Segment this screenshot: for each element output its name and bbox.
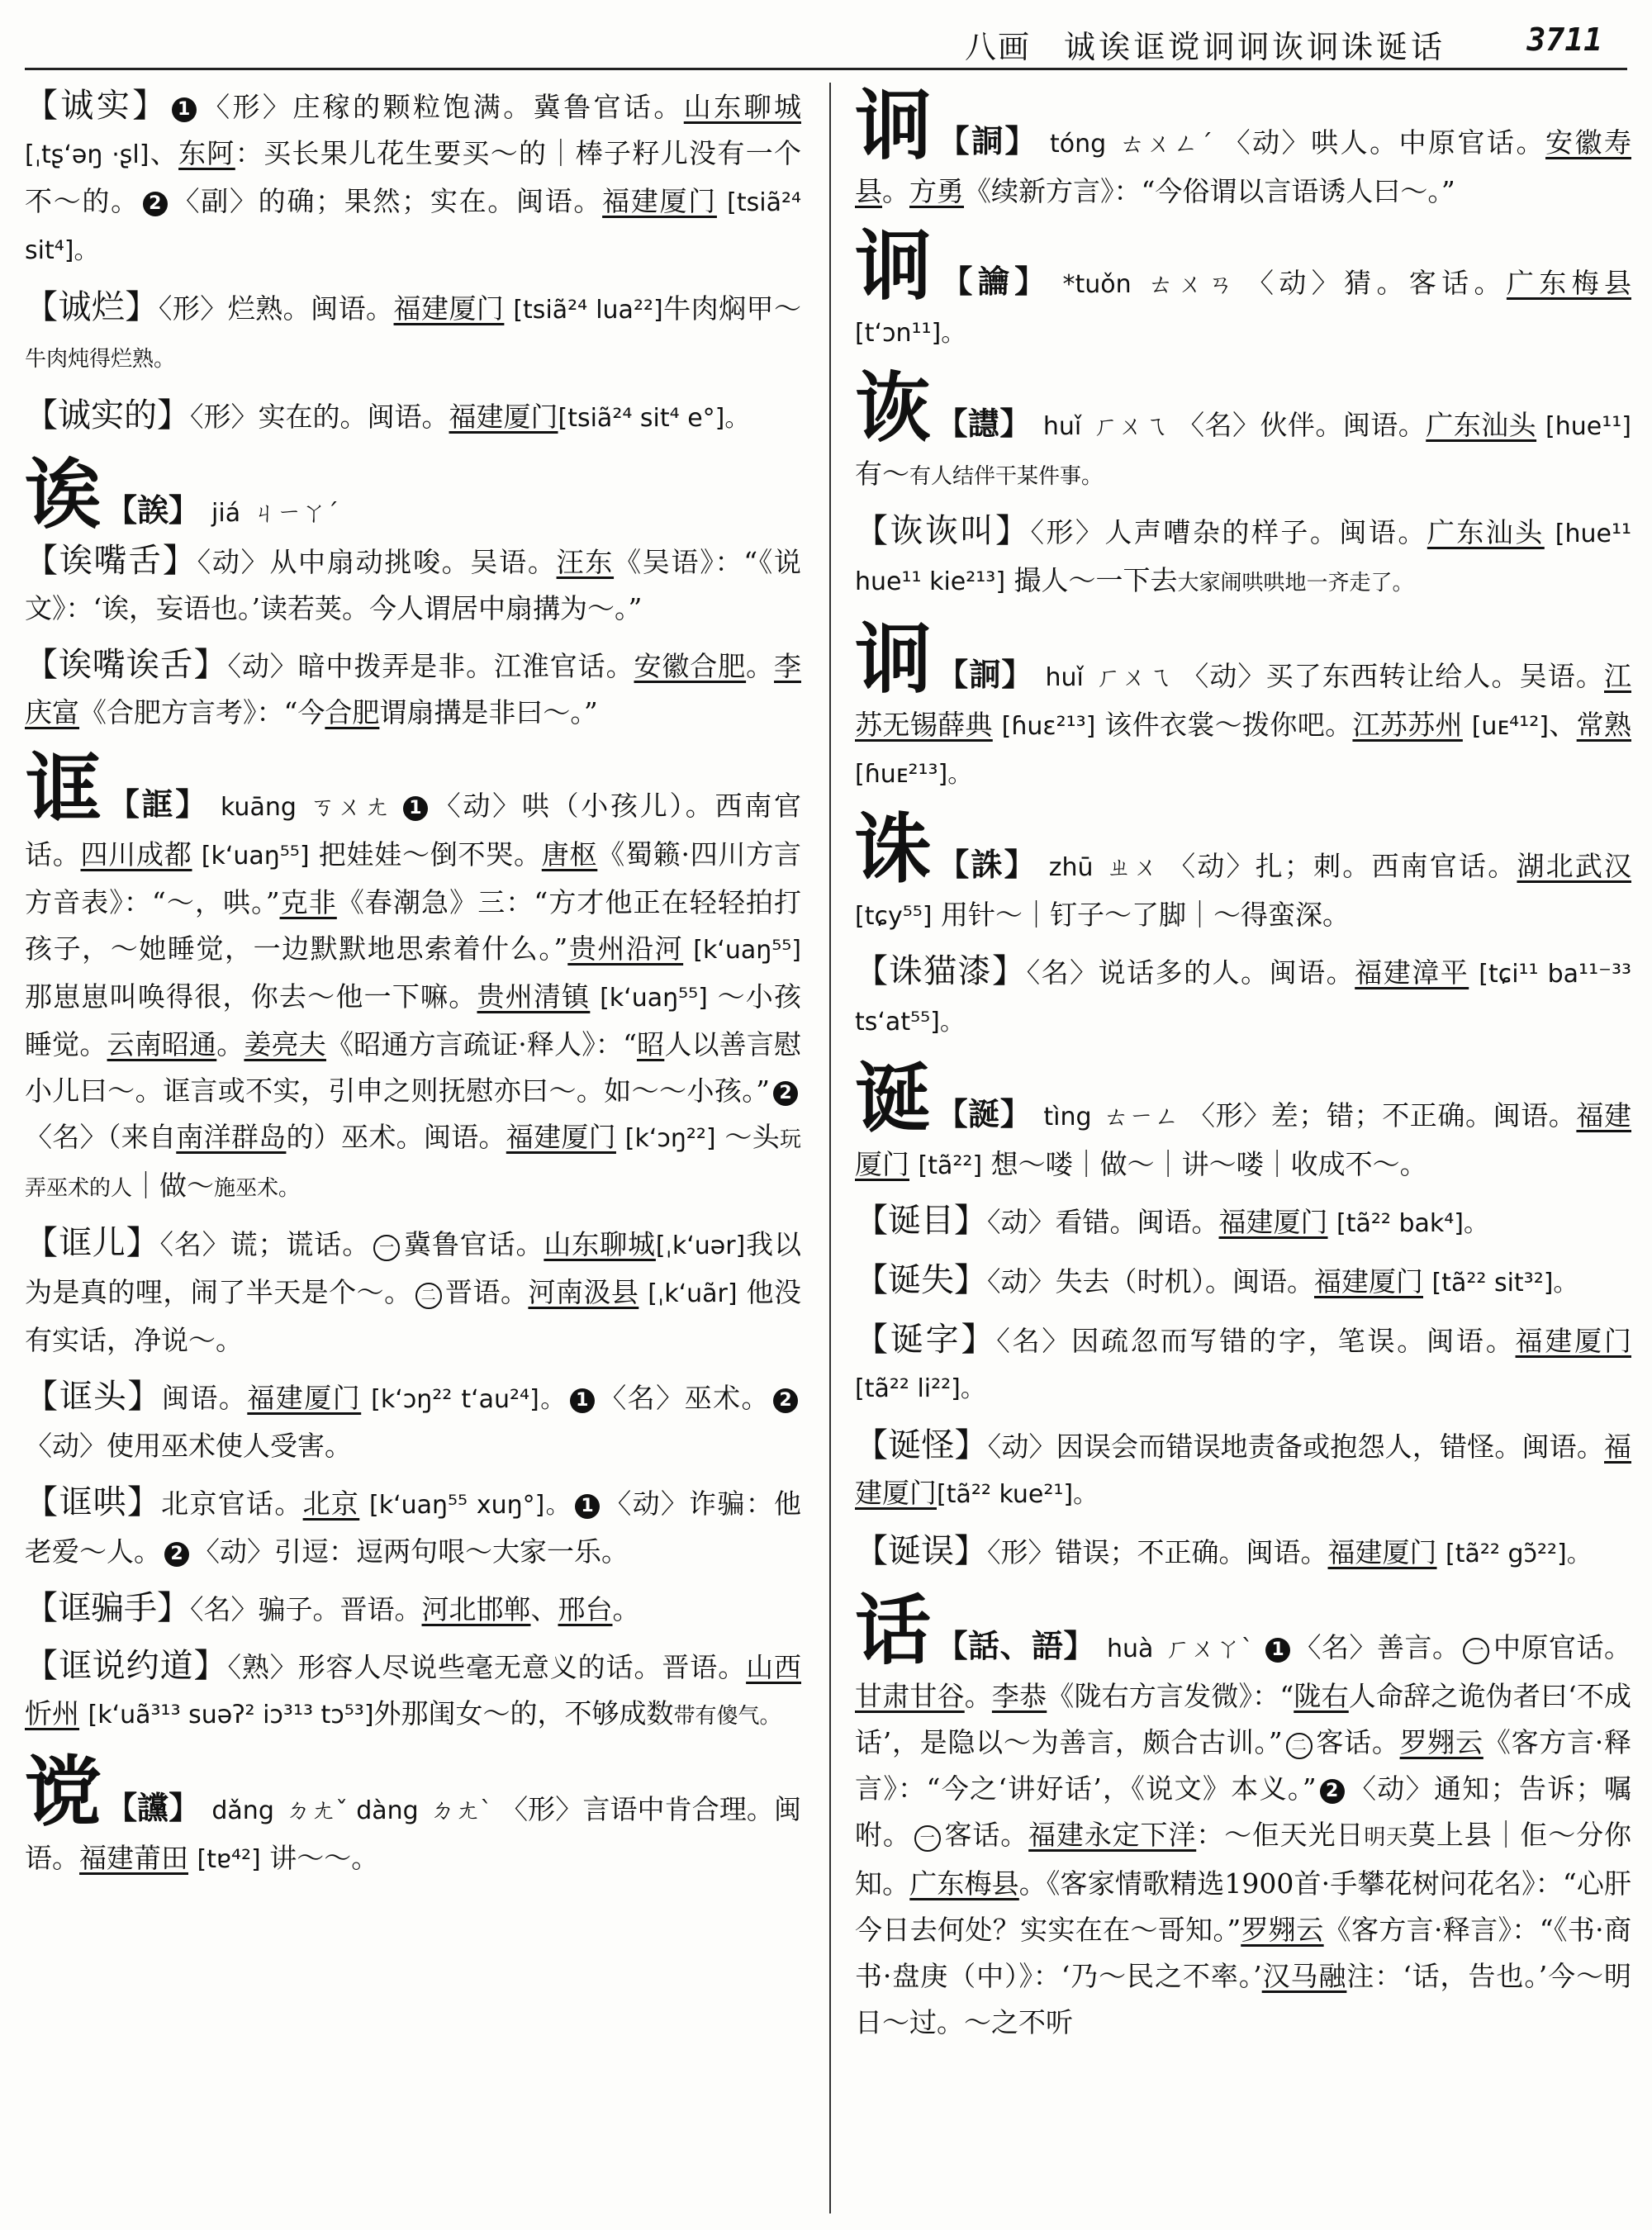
sense-1-marker: 1 [1265, 1638, 1290, 1663]
place: 福建永定下洋 [1028, 1819, 1197, 1851]
author: 罗翙云 [1399, 1726, 1483, 1758]
head-char: 诛 [855, 804, 933, 894]
place: 福建厦门 [1314, 1265, 1423, 1298]
dialect-1-marker: 一 [914, 1825, 941, 1852]
entry-dan-guai: 【诞怪】〈动〉因误会而错误地责备或抱怨人，错怪。闽语。福建厦门[tã²² kue²¹]。 [855, 1426, 1631, 1509]
entry-dan-shi: 【诞失】〈动〉失去（时机）。闽语。福建厦门 [tã²² sit³²]。 [855, 1261, 1578, 1299]
author: 汪东 [556, 546, 615, 578]
zhuyin-alt: ㄉㄤˋ [430, 1796, 493, 1825]
head-char: 话 [855, 1586, 932, 1675]
headword: 【诚实的】 [25, 396, 190, 434]
headword: 【诓儿】 [25, 1224, 160, 1262]
trad-char: 【詗】 [937, 656, 1034, 693]
pinyin: huǐ [1042, 412, 1082, 441]
place: 河南汲县 [528, 1276, 639, 1308]
char-entry-zhu: 诛 【誅】 zhū ㄓㄨ 〈动〉扎；刺。西南官话。湖北武汉 [tɕy⁵⁵] 用针～｜钉子～了脚｜～得蛮深。 [855, 804, 1631, 931]
trad-char: 【話、語】 [936, 1627, 1096, 1664]
page-chars: 诚诶诓谠诇诇诙诇诛诞话 [1063, 29, 1446, 65]
entry-kuang-pian-shou: 【诓骗手】〈名〉骗子。晋语。河北邯郸、邢台。 [25, 1589, 640, 1627]
place: 合肥 [325, 696, 380, 728]
trad-char: 【譿】 [936, 405, 1032, 442]
place: 贵州沿河 [567, 932, 684, 965]
zhuyin: ㄊㄨㄢ [1142, 270, 1239, 299]
sense-1-marker: 1 [172, 97, 197, 122]
place: 四川成都 [80, 838, 192, 871]
entry-cheng-shi: 【诚实】 1 〈形〉庄稼的颗粒饱满。冀鲁官话。山东聊城[ˌtʂʻəŋ ·ʂl]、东阿：买长果儿花生要买～的｜棒子籽儿没有一个不～的。 2 〈副〉的确；果然；实在。闽语。福建厦门 [tsiã²⁴ sit⁴]。 [25, 87, 801, 265]
zhuyin: ㄏㄨㄟ [1093, 412, 1170, 441]
headword: 【诞失】 [855, 1261, 987, 1299]
headword: 【诶嘴舌】 [25, 542, 197, 580]
entry-jia-zui-she: 【诶嘴舌】〈动〉从中扇动挑唆。吴语。汪东《吴语》：“《说文》：‘诶，妄语也。’读若荚。今人谓居中扇搆为～。” [25, 542, 801, 624]
headword: 【诞误】 [855, 1532, 987, 1570]
author: 罗翙云 [1241, 1914, 1324, 1946]
entry-kuang-er: 【诓儿】〈名〉谎；谎话。 一 冀鲁官话。山东聊城[ˌkʻuər]我以为是真的哩，闹了半天是个～。 二 晋语。河南汲县 [ˌkʻuãr] 他没有实话，净说～。 [25, 1224, 801, 1356]
entry-kuang-hong: 【诓哄】北京官话。北京 [kʻuaŋ⁵⁵ xuŋ°]。 1 〈动〉诈骗：他老爱～人。 2 〈动〉引逗：逗两句哏～大家一乐。 [25, 1483, 801, 1568]
entry-cheng-shi-de: 【诚实的】〈形〉实在的。闽语。福建厦门[tsiã²⁴ sit⁴ e°]。 [25, 396, 750, 434]
author: 李恭 [991, 1680, 1047, 1712]
author: 汉马融 [1261, 1960, 1347, 1992]
sense-1-marker: 1 [570, 1388, 595, 1413]
place: 南洋群岛 [176, 1121, 287, 1153]
entry-kuang-tou: 【诓头】闽语。福建厦门 [kʻɔŋ²² tʻau²⁴]。 1 〈名〉巫术。 2〈动〉使用巫术使人受害。 [25, 1374, 801, 1469]
entry-zhu-mao-qi: 【诛猫漆】〈名〉说话多的人。闽语。福建漳平 [tɕi¹¹ ba¹¹⁻³³ tsʻat⁵⁵]。 [855, 952, 1631, 1037]
right-column [855, 83, 1631, 2222]
trad-char: 【詷】 [938, 122, 1038, 159]
page-header [25, 18, 1627, 70]
place: 北京 [302, 1487, 360, 1520]
pinyin: jiá [211, 499, 241, 528]
char-entry-tuan: 诇 【讑】 *tuǒn ㄊㄨㄢ 〈动〉猜。客话。广东梅县 [tʻɔn¹¹]。 [855, 221, 1631, 348]
entry-dan-zi: 【诞字】〈名〉因疏忽而写错的字，笔误。闽语。福建厦门 [tã²² li²²]。 [855, 1321, 1631, 1403]
headword: 【诞怪】 [855, 1426, 988, 1464]
zhuyin: ㄏㄨㄟ [1094, 663, 1174, 692]
trad-char: 【誅】 [938, 846, 1037, 883]
place: 常熟 [1576, 709, 1631, 741]
char-entry-kuang: 诓 【誆】 kuāng ㄎㄨㄤ 1 〈动〉哄（小孩儿）。西南官话。四川成都 [kʻuaŋ⁵⁵] 把娃娃～倒不哭。唐枢《蜀籁·四川方言方音表》：“～，哄。”克非《春潮急》三：“方才他正在轻轻拍打孩子，～她睡觉，一边默默地思索着什么。”贵州沿河 [kʻuaŋ⁵⁵] 那崽崽叫唤得很，你去～他一下嘛。贵州清镇 [kʻuaŋ⁵⁵] ～小孩睡觉。云南昭通。姜亮夫《昭通方言疏证·释人》：“昭人以善言慰小儿曰～。诓言或不实，引申之则抚慰亦曰～。如～～小孩。” 2〈名〉（来自南洋群岛的）巫术。闽语。福建厦门 [kʻɔŋ²²] ～头玩弄巫术的人｜做～施巫术。 [25, 744, 801, 1202]
place: 江苏苏州 [1352, 709, 1463, 741]
place: 山西忻州 [25, 1651, 801, 1729]
headword: 【诙诙叫】 [855, 512, 1031, 550]
place: 云南昭通 [107, 1028, 217, 1060]
place: 东阿 [178, 137, 235, 169]
char-entry-hua: 话 【話、語】 huà ㄏㄨㄚˋ 1 〈名〉善言。 一 中原官话。甘肃甘谷。李恭《陇右方言发微》：“陇右人命辞之诡伪者曰‘不成话’，是隐以～为善言，颇合古训。” 二 客话。罗翙云《客方言·释言》：“今之‘讲好话’，《说文》本义。” 2 〈动〉通知；告诉；嘱咐。 一 客话。福建永定下洋：～佢天光日明天莫上县｜佢～分你知。广东梅县。《客家情歌精选1900首·手攀花树问花名》：“心肝今日去何处？实实在在～哥知。”罗翙云《客方言·释言》：“《书·商书·盘庚（中）》：‘乃～民之不率。’汉马融注：‘话，告也。’今～明日～过。～之不听 [855, 1586, 1631, 2038]
head-char: 诇 [855, 221, 937, 311]
place: 广东汕头 [1427, 516, 1545, 548]
place: 福建厦门 [855, 1099, 1631, 1180]
sense-2-marker: 2 [164, 1542, 189, 1567]
place: 福建厦门 [1218, 1206, 1328, 1238]
trad-char: 【誆】 [107, 785, 209, 823]
author: 方勇 [909, 175, 964, 207]
place: 湖北武汉 [1517, 850, 1631, 882]
place: 福建厦门 [855, 1431, 1631, 1509]
entry-dan-wu: 【诞误】〈形〉错误；不正确。闽语。福建厦门 [tã²² gɔ̃²²]。 [855, 1532, 1592, 1570]
column-divider [829, 83, 831, 2213]
place: 贵州清镇 [477, 980, 591, 1013]
place: 安徽合肥 [634, 650, 747, 682]
place: 福建厦门 [393, 292, 505, 325]
pinyin-alt: dàng [356, 1796, 419, 1825]
place: 广东汕头 [1426, 409, 1537, 441]
place: 福建厦门 [247, 1382, 362, 1414]
char-entry-dang: 谠 【讜】 dǎng ㄉㄤˇ dàng ㄉㄤˋ 〈形〉言语中肯合理。闽语。福建莆田 [tɐ⁴²] 讲～～。 [25, 1748, 801, 1874]
place: 福建莆田 [79, 1842, 188, 1874]
headword: 【诞目】 [855, 1202, 987, 1240]
sense-2-marker: 2 [773, 1388, 798, 1413]
sense-1-marker: 1 [575, 1494, 600, 1519]
head-char: 诇 [855, 614, 933, 704]
pinyin: dǎng [211, 1796, 274, 1825]
zhuyin: ㄐㄧㄚˊ [252, 499, 339, 528]
place: 山东聊城 [683, 91, 801, 123]
headword: 【诓说约道】 [25, 1647, 228, 1685]
place: 福建厦门 [506, 1121, 616, 1153]
pinyin: kuāng [220, 793, 297, 822]
pinyin: zhū [1048, 853, 1094, 882]
head-char: 诙 [855, 363, 932, 453]
pinyin: huà [1107, 1635, 1154, 1663]
entry-dan-mu: 【诞目】〈动〉看错。闽语。福建厦门 [tã²² bak⁴]。 [855, 1202, 1488, 1240]
trad-char: 【誒】 [106, 491, 201, 529]
author: 唐枢 [541, 838, 598, 871]
sense-1-marker: 1 [403, 796, 428, 821]
head-char: 诞 [855, 1054, 932, 1143]
head-char: 诓 [25, 744, 103, 833]
char-entry-dan: 诞 【誕】 tìng ㄊㄧㄥ 〈形〉差；错；不正确。闽语。福建厦门 [tã²²] 想～喽｜做～｜讲～喽｜收成不～。 [855, 1054, 1631, 1180]
entry-kuang-shuo-yue-dao: 【诓说约道】〈熟〉形容人尽说些毫无意义的话。晋语。山西忻州 [kʻuã³¹³ suəʔ² iɔ³¹³ tɔ⁵³]外那闺女～的，不够成数带有傻气。 [25, 1647, 801, 1729]
author: 姜亮夫 [244, 1028, 326, 1060]
char-entry-tong: 诇 【詷】 tóng ㄊㄨㄥˊ 〈动〉哄人。中原官话。安徽寿县。方勇《续新方言》：“今俗谓以言语诱人曰～。” [855, 83, 1631, 207]
zhuyin: ㄓㄨ [1104, 853, 1161, 882]
place: 陇右 [1294, 1680, 1349, 1712]
place: 昭 [636, 1028, 665, 1060]
page-number: 3711 [1526, 21, 1602, 58]
headword: 【诓头】 [25, 1378, 162, 1416]
sense-2-marker: 2 [143, 192, 168, 216]
char-entry-hui: 诙 【譿】 huǐ ㄏㄨㄟ 〈名〉伙伴。闽语。广东汕头 [hue¹¹] 有～有人结伴干某件事。 [855, 363, 1631, 490]
dialect-2-marker: 二 [415, 1283, 442, 1309]
headword: 【诓骗手】 [25, 1589, 190, 1627]
pinyin: tìng [1043, 1103, 1092, 1132]
place: 福建厦门 [1515, 1325, 1631, 1357]
head-char: 诇 [855, 83, 933, 170]
place: 甘肃甘谷 [855, 1680, 965, 1712]
headword: 【诞字】 [855, 1321, 997, 1359]
pinyin: *tuǒn [1062, 270, 1132, 299]
trad-char: 【讑】 [941, 263, 1051, 300]
zhuyin: ㄎㄨㄤ [307, 793, 392, 822]
head-char: 诶 [25, 450, 102, 539]
headword: 【诚实】 [25, 87, 169, 125]
zhuyin: ㄉㄤˇ [285, 1796, 349, 1825]
dialect-2-marker: 二 [1286, 1733, 1313, 1759]
sense-2-marker: 2 [1320, 1779, 1345, 1804]
entry-jia-zui-jia-she: 【诶嘴诶舌】〈动〉暗中拨弄是非。江淮官话。安徽合肥。李庆富《合肥方言考》：“今合肥谓扇搆是非曰～。” [25, 646, 801, 728]
page-section: 八画 诚诶诓谠诇诇诙诇诛诞话 [964, 29, 1446, 65]
zhuyin: ㄏㄨㄚˋ [1165, 1635, 1254, 1663]
sense-2-marker: 2 [773, 1081, 798, 1106]
place: 广东梅县 [909, 1867, 1019, 1900]
headword: 【诓哄】 [25, 1483, 162, 1521]
headword: 【诚烂】 [25, 288, 159, 326]
author: 克非 [279, 886, 337, 918]
entry-hui-hui-jiao: 【诙诙叫】〈形〉人声嘈杂的样子。闽语。广东汕头 [hue¹¹ hue¹¹ kie²¹³] 撮人～一下去大家闹哄哄地一齐走了。 [855, 512, 1631, 596]
trad-char: 【讜】 [106, 1789, 201, 1826]
pinyin: tóng [1049, 130, 1107, 159]
dialect-1-marker: 一 [1463, 1638, 1489, 1664]
head-char: 谠 [25, 1748, 102, 1837]
place: 福建厦门 [449, 401, 558, 433]
left-column [25, 83, 801, 2222]
dialect-1-marker: 一 [373, 1235, 400, 1261]
place: 安徽寿县 [855, 126, 1631, 207]
zhuyin: ㄊㄨㄥˊ [1118, 130, 1215, 159]
char-entry-hui-2: 诇 【詗】 huǐ ㄏㄨㄟ 〈动〉买了东西转让给人。吴语。江苏无锡薛典 [ɦuɛ²¹³] 该件衣裳～拨你吧。江苏苏州 [uᴇ⁴¹²]、常熟 [ɦuᴇ²¹³]。 [855, 614, 1631, 789]
trad-char: 【誕】 [936, 1095, 1032, 1132]
pinyin: huǐ [1045, 663, 1084, 692]
place: 福建厦门 [602, 185, 717, 217]
place: 河北邯郸 [421, 1593, 531, 1625]
place: 福建漳平 [1355, 956, 1469, 989]
entry-cheng-lan: 【诚烂】〈形〉烂熟。闽语。福建厦门 [tsiã²⁴ lua²²]牛肉焖甲～牛肉炖得烂熟。 [25, 288, 801, 372]
place: 江苏无锡薛典 [855, 660, 1631, 741]
author: 李庆富 [25, 650, 801, 728]
headword: 【诶嘴诶舌】 [25, 646, 228, 684]
place: 广东梅县 [1506, 267, 1631, 299]
place: 福建厦门 [1327, 1536, 1437, 1568]
char-entry-jia [25, 452, 801, 538]
place: 邢台 [558, 1593, 613, 1625]
zhuyin: ㄊㄧㄥ [1103, 1103, 1180, 1132]
place: 山东聊城 [544, 1228, 656, 1260]
headword: 【诛猫漆】 [855, 952, 1027, 990]
